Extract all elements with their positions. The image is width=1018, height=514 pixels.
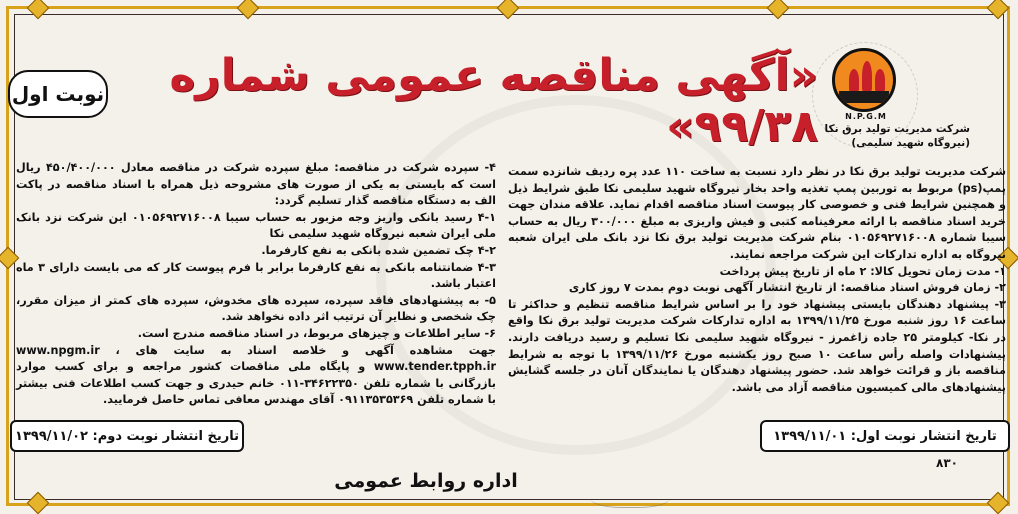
company-name-line1: شرکت مدیریت تولید برق نکا xyxy=(824,123,970,135)
company-logo xyxy=(832,48,896,112)
flame-icon xyxy=(849,69,859,91)
paragraph: ۳- پیشنهاد دهندگان بایستی پیشنهاد خود را بر اساس شرایط مناقصه تنظیم و حداکثر تا ساعت ۱۶ روز شنبه مورخ ۱۳۹۹/۱۱/۲۵ به اداره تدارکات شرکت مدیریت تولید برق نکا واقع در نکا- کیلومتر ۲۵ جاده زاغمرز - نیروگاه شهید سلیمی نکا تسلیم و رسید دریافت دارند. پیشنهادات واصله رأس ساعت ۱۰ صبح روز یکشنبه مورخ ۱۳۹۹/۱۱/۲۶ با توجه به شرایط مناقصه باز و قرائت خواهد شد. حضور پیشنهاد دهندگان یا نمایندگان آنان در جلسه گشایش پیشنهادهای مالی کمیسیون مناقصه آزاد می باشد. xyxy=(508,297,1006,394)
paragraph: ۴-۱ رسید بانکی واریز وجه مزبور به حساب سیبا ۰۱۰۵۶۹۲۷۱۶۰۰۸ این شرکت نزد بانک ملی ایران شعبه نیروگاه شهید سلیمی نکا xyxy=(16,210,496,241)
handwritten-mark xyxy=(590,483,670,508)
paragraph: ۲- زمان فروش اسناد مناقصه: از تاریخ انتشار آگهی نوبت دوم بمدت ۷ روز کاری xyxy=(568,281,1006,295)
paragraph: شرکت مدیریت تولید برق نکا در نظر دارد نسبت به ساخت ۱۱۰ عدد پره ردیف شانزده سمت پمپ(ps) مربوط به توربین پمپ تغذیه واحد بخار نیروگاه شهید سلیمی نکا طبق شرایط ذیل و همچنین شرایط فنی و خصوصی کار پیوست اسناد مناقصه اقدام نماید. علاقه مندان جهت خرید اسناد مناقصه با ارائه معرفینامه کتبی و فیش واریزی به مبلغ ۳۰۰/۰۰۰ ریال به حساب سیبا شماره ۰۱۰۵۶۹۲۷۱۶۰۰۸ بنام شرکت مدیریت تولید برق نکا نزد بانک ملی ایران شعبه نیروگاه به اداره تدارکات این شرکت مراجعه نمایند. xyxy=(508,165,1007,261)
paragraph: ۴-۳ ضمانتنامه بانکی به نفع کارفرما برابر با فرم پیوست کار که می بایست دارای ۳ ماه اعتبار باشد. xyxy=(16,260,496,291)
company-name-line2: (نیروگاه شهید سلیمی) xyxy=(851,137,970,150)
notice-right-column xyxy=(508,164,1006,396)
company-name xyxy=(800,122,970,150)
round-badge: نوبت اول xyxy=(8,70,108,118)
paragraph: ۴-۲ چک تضمین شده بانکی به نفع کارفرما. xyxy=(261,243,496,257)
notice-left-column xyxy=(16,160,496,409)
paragraph: ۱- مدت زمان تحویل کالا: ۲ ماه از تاریخ پیش پرداخت xyxy=(719,264,1006,278)
flame-icon xyxy=(862,61,872,91)
paragraph: جهت مشاهده آگهی و خلاصه اسناد به سایت های www.npgm.ir ، www.tender.tpph.ir و پایگاه ملی مناقصات کشور مراجعه و برای کسب موارد بازرگانی با شماره تلفن ۳۴۶۲۲۳۵۰-۰۱۱ خانم حیدری و جهت کسب اطلاعات فنی بیشتر با شماره تلفن ۰۹۱۱۳۵۳۵۳۶۹ آقای مهندس معافی تماس حاصل فرمایید. xyxy=(16,343,496,407)
second-publish-date: تاریخ انتشار نوبت دوم: ۱۳۹۹/۱۱/۰۲ xyxy=(10,420,244,452)
flame-icon xyxy=(875,69,885,91)
paragraph: ۴- سپرده شرکت در مناقصه: مبلغ سپرده شرکت در مناقصه معادل ۴۵۰/۴۰۰/۰۰۰ ریال است که بایستی به یکی از صورت های مشروحه ذیل همراه با اسناد مناقصه در پاکت الف به دستگاه مناقصه گذار تسلیم گردد: xyxy=(16,161,496,208)
notice-headline xyxy=(118,50,818,152)
page-number: ۸۳۰ xyxy=(936,456,958,470)
headline-text: «آگهی مناقصه عمومی شماره ۹۹/۳۸» xyxy=(169,50,818,152)
paragraph: ۶- سایر اطلاعات و چیزهای مربوط، در اسناد مناقصه مندرج است. xyxy=(137,326,496,340)
logo-code: N.P.G.M xyxy=(845,112,887,121)
signature-public-relations: اداره روابط عمومی xyxy=(334,470,518,492)
paragraph: ۵- به پیشنهادهای فاقد سپرده، سپرده های مخدوش، سپرده های کمتر از میزان مقرر، چک شخصی و نظایر آن ترتیب اثر داده نخواهد شد. xyxy=(16,293,496,324)
first-publish-date: تاریخ انتشار نوبت اول: ۱۳۹۹/۱۱/۰۱ xyxy=(760,420,1010,452)
logo-base-bar xyxy=(839,91,889,103)
